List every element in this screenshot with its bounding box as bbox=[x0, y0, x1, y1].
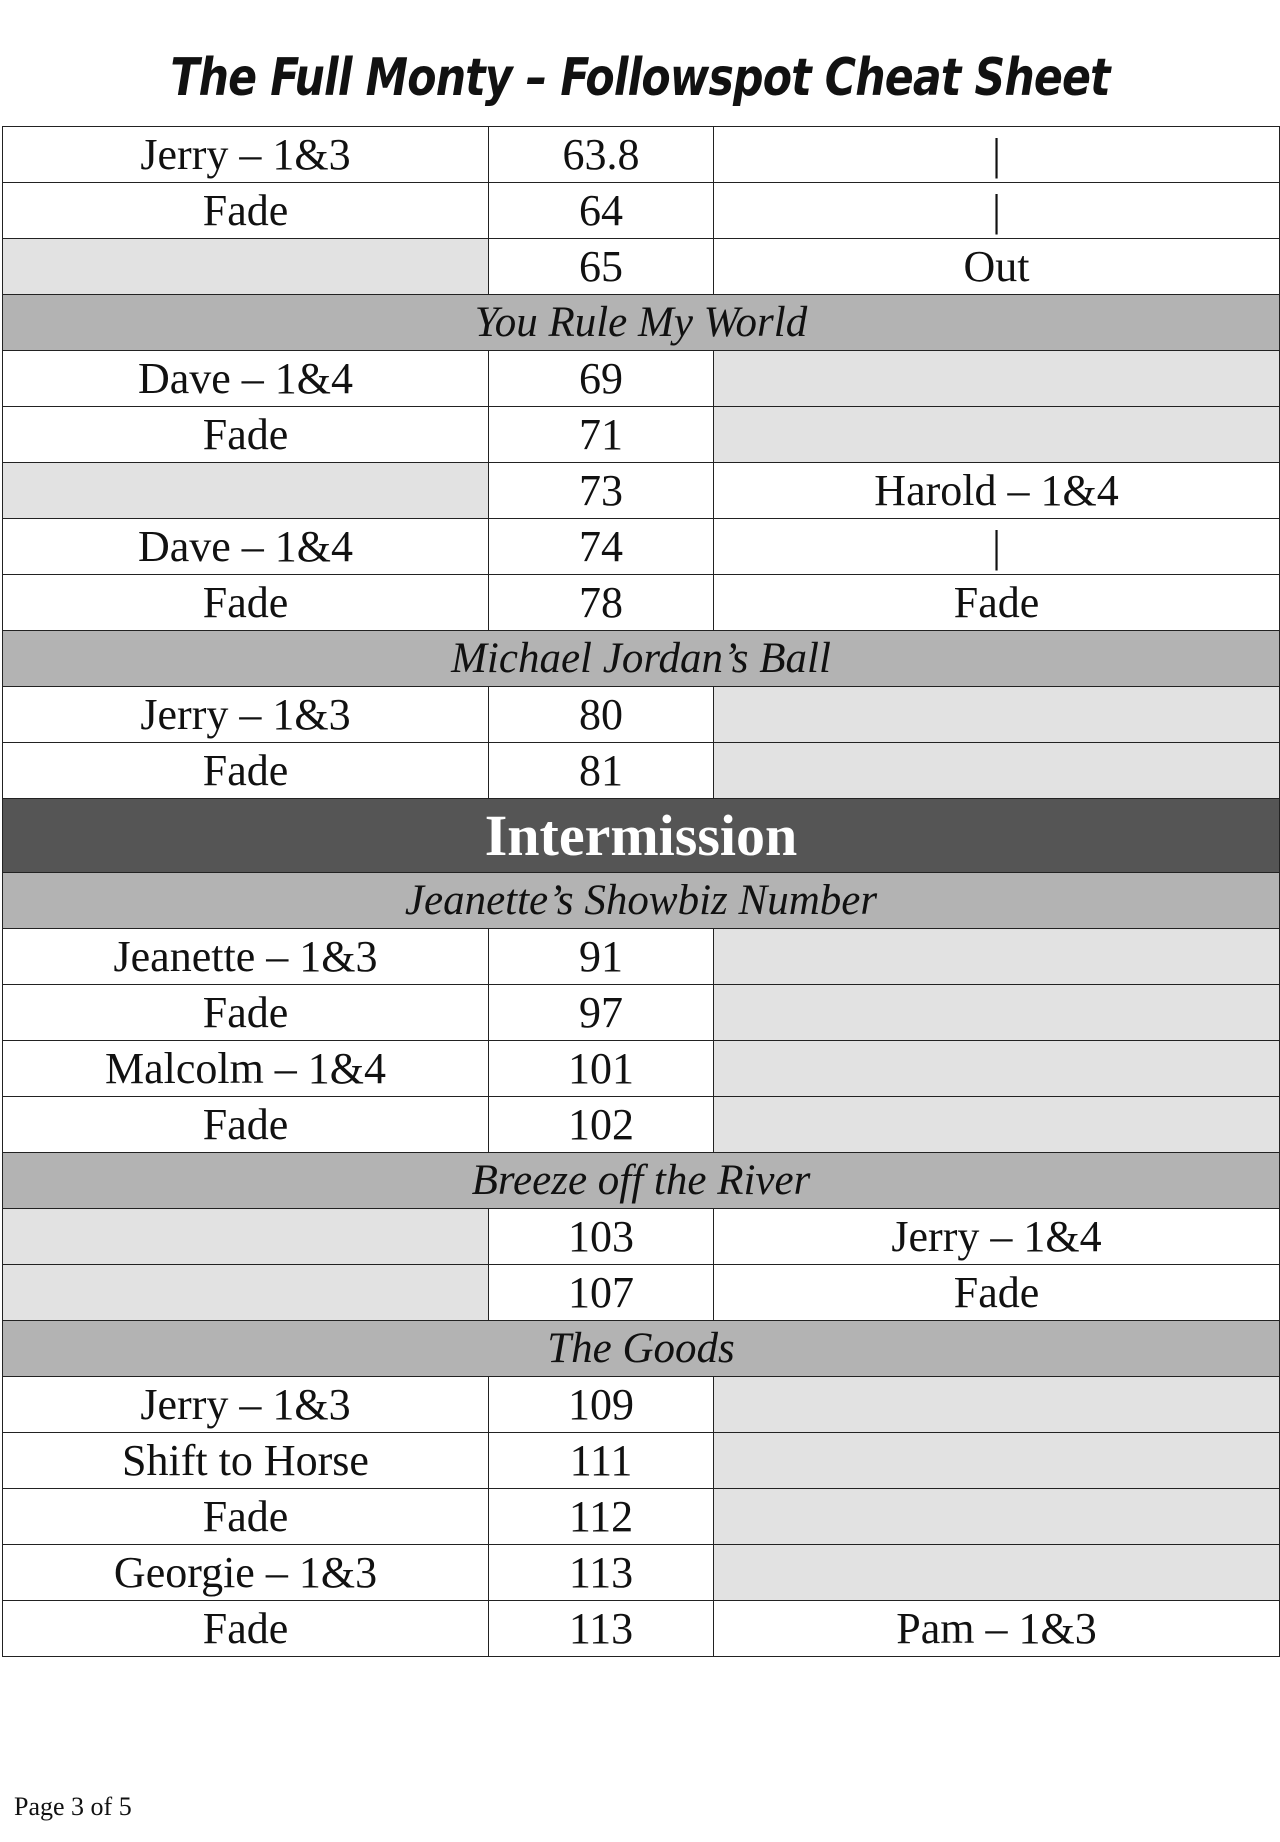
left-spot-cell bbox=[3, 1209, 489, 1265]
right-spot-cell: Fade bbox=[714, 575, 1280, 631]
cue-number-cell: 109 bbox=[489, 1377, 714, 1433]
cue-number-cell: 63.8 bbox=[489, 127, 714, 183]
cue-row bbox=[3, 1489, 1280, 1545]
section-title: You Rule My World bbox=[3, 295, 1280, 351]
cue-row bbox=[3, 1265, 1280, 1321]
right-spot-cell bbox=[714, 407, 1280, 463]
cue-number-cell: 113 bbox=[489, 1545, 714, 1601]
cue-row bbox=[3, 351, 1280, 407]
cue-number-cell: 103 bbox=[489, 1209, 714, 1265]
cue-number-cell: 71 bbox=[489, 407, 714, 463]
cue-table bbox=[2, 126, 1280, 1657]
cue-table-body bbox=[3, 127, 1280, 1657]
left-spot-cell: Fade bbox=[3, 1489, 489, 1545]
cue-row bbox=[3, 127, 1280, 183]
cue-number-cell: 97 bbox=[489, 985, 714, 1041]
section-header-row bbox=[3, 295, 1280, 351]
left-spot-cell: Fade bbox=[3, 407, 489, 463]
right-spot-cell: Jerry – 1&4 bbox=[714, 1209, 1280, 1265]
cue-row bbox=[3, 1041, 1280, 1097]
right-spot-cell: Pam – 1&3 bbox=[714, 1601, 1280, 1657]
left-spot-cell: Dave – 1&4 bbox=[3, 519, 489, 575]
cue-row bbox=[3, 985, 1280, 1041]
left-spot-cell: Jerry – 1&3 bbox=[3, 1377, 489, 1433]
right-spot-cell bbox=[714, 1041, 1280, 1097]
section-title: Michael Jordan’s Ball bbox=[3, 631, 1280, 687]
left-spot-cell bbox=[3, 1265, 489, 1321]
cue-row bbox=[3, 1545, 1280, 1601]
cue-row bbox=[3, 1433, 1280, 1489]
left-spot-cell: Fade bbox=[3, 1097, 489, 1153]
right-spot-cell: | bbox=[714, 183, 1280, 239]
right-spot-cell: | bbox=[714, 519, 1280, 575]
cue-number-cell: 113 bbox=[489, 1601, 714, 1657]
left-spot-cell: Dave – 1&4 bbox=[3, 351, 489, 407]
cue-number-cell: 64 bbox=[489, 183, 714, 239]
intermission-row bbox=[3, 799, 1280, 873]
cue-row bbox=[3, 463, 1280, 519]
cue-number-cell: 81 bbox=[489, 743, 714, 799]
cue-row bbox=[3, 1097, 1280, 1153]
cue-row bbox=[3, 743, 1280, 799]
right-spot-cell: Harold – 1&4 bbox=[714, 463, 1280, 519]
cue-row bbox=[3, 1601, 1280, 1657]
cue-row bbox=[3, 575, 1280, 631]
left-spot-cell bbox=[3, 463, 489, 519]
right-spot-cell bbox=[714, 1377, 1280, 1433]
section-header-row bbox=[3, 1321, 1280, 1377]
left-spot-cell: Shift to Horse bbox=[3, 1433, 489, 1489]
left-spot-cell: Georgie – 1&3 bbox=[3, 1545, 489, 1601]
left-spot-cell bbox=[3, 239, 489, 295]
cue-number-cell: 73 bbox=[489, 463, 714, 519]
cue-number-cell: 74 bbox=[489, 519, 714, 575]
right-spot-cell: | bbox=[714, 127, 1280, 183]
cue-row bbox=[3, 1377, 1280, 1433]
cue-row bbox=[3, 1209, 1280, 1265]
left-spot-cell: Malcolm – 1&4 bbox=[3, 1041, 489, 1097]
left-spot-cell: Jerry – 1&3 bbox=[3, 127, 489, 183]
right-spot-cell bbox=[714, 351, 1280, 407]
section-header-row bbox=[3, 631, 1280, 687]
left-spot-cell: Jerry – 1&3 bbox=[3, 687, 489, 743]
cue-number-cell: 112 bbox=[489, 1489, 714, 1545]
left-spot-cell: Jeanette – 1&3 bbox=[3, 929, 489, 985]
cue-row bbox=[3, 183, 1280, 239]
section-title: Breeze off the River bbox=[3, 1153, 1280, 1209]
right-spot-cell bbox=[714, 1433, 1280, 1489]
right-spot-cell bbox=[714, 985, 1280, 1041]
right-spot-cell: Out bbox=[714, 239, 1280, 295]
right-spot-cell bbox=[714, 687, 1280, 743]
cue-number-cell: 111 bbox=[489, 1433, 714, 1489]
left-spot-cell: Fade bbox=[3, 1601, 489, 1657]
cue-number-cell: 107 bbox=[489, 1265, 714, 1321]
cue-number-cell: 80 bbox=[489, 687, 714, 743]
section-header-row bbox=[3, 873, 1280, 929]
left-spot-cell: Fade bbox=[3, 575, 489, 631]
cue-number-cell: 65 bbox=[489, 239, 714, 295]
right-spot-cell: Fade bbox=[714, 1265, 1280, 1321]
section-title: The Goods bbox=[3, 1321, 1280, 1377]
right-spot-cell bbox=[714, 1097, 1280, 1153]
cue-number-cell: 78 bbox=[489, 575, 714, 631]
cue-number-cell: 69 bbox=[489, 351, 714, 407]
left-spot-cell: Fade bbox=[3, 743, 489, 799]
page-title: The Full Monty – Followspot Cheat Sheet bbox=[170, 48, 1110, 108]
intermission-label: Intermission bbox=[3, 799, 1280, 873]
cue-number-cell: 91 bbox=[489, 929, 714, 985]
cue-number-cell: 101 bbox=[489, 1041, 714, 1097]
right-spot-cell bbox=[714, 929, 1280, 985]
cue-row bbox=[3, 929, 1280, 985]
right-spot-cell bbox=[714, 1489, 1280, 1545]
left-spot-cell: Fade bbox=[3, 985, 489, 1041]
cue-row bbox=[3, 239, 1280, 295]
page-number: Page 3 of 5 bbox=[14, 1792, 132, 1821]
cue-row bbox=[3, 407, 1280, 463]
cue-number-cell: 102 bbox=[489, 1097, 714, 1153]
cue-row bbox=[3, 687, 1280, 743]
section-title: Jeanette’s Showbiz Number bbox=[3, 873, 1280, 929]
section-header-row bbox=[3, 1153, 1280, 1209]
right-spot-cell bbox=[714, 1545, 1280, 1601]
right-spot-cell bbox=[714, 743, 1280, 799]
cue-row bbox=[3, 519, 1280, 575]
left-spot-cell: Fade bbox=[3, 183, 489, 239]
